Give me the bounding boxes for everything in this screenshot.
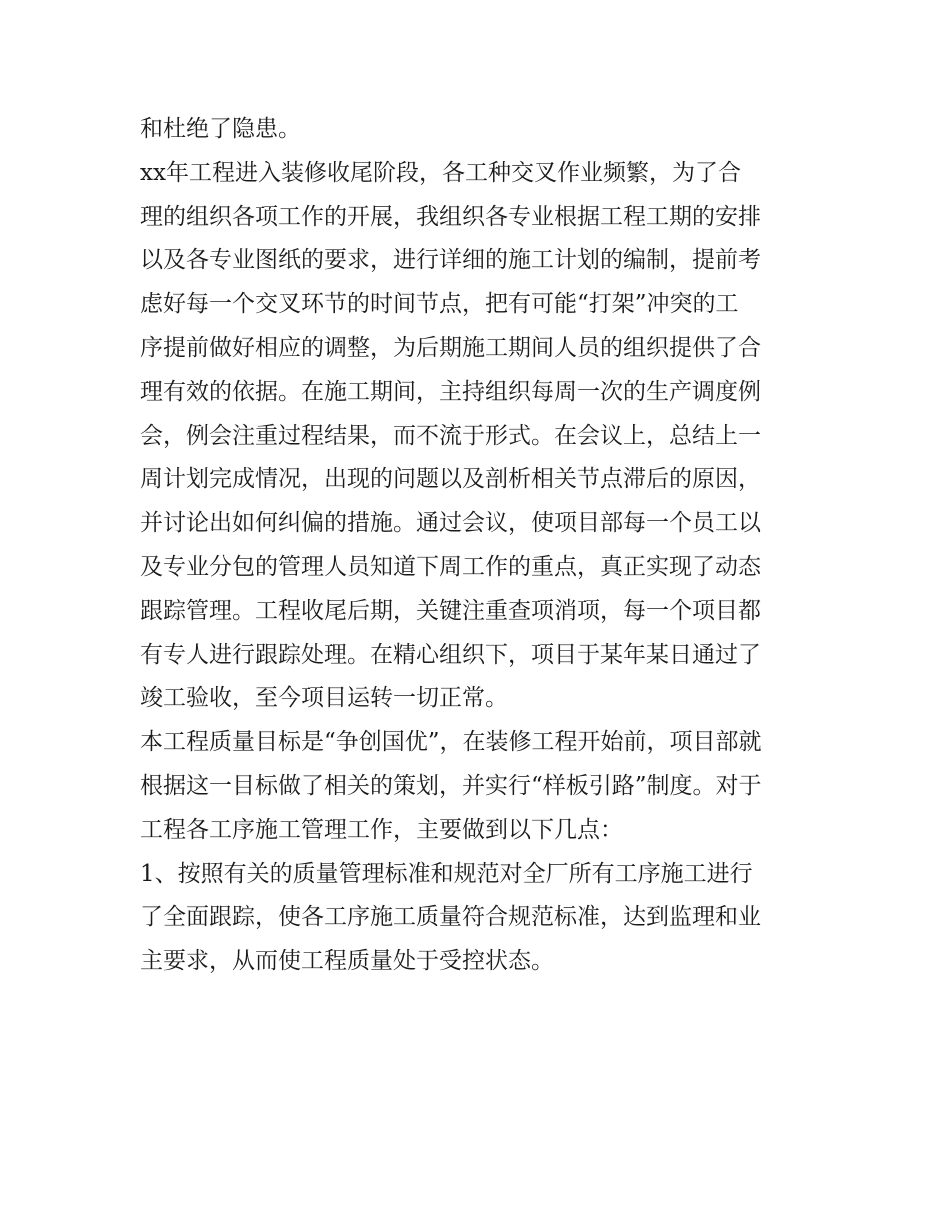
text-line: 虑好每一个交叉环节的时间节点，把有可能“打架”冲突的工 [140, 291, 739, 318]
text-line: 和杜绝了隐患。 [140, 116, 301, 142]
text-line: 及专业分包的管理人员知道下周工作的重点，真正实现了动态 [140, 553, 761, 580]
text-line: 工程各工序施工管理工作，主要做到以下几点： [140, 816, 623, 843]
text-line: 了全面跟踪，使各工序施工质量符合规范标准，达到监理和业 [140, 904, 761, 931]
text-line: 主要求，从而使工程质量处于受控状态。 [140, 948, 554, 975]
text-line: 理的组织各项工作的开展，我组织各专业根据工程工期的安排 [140, 203, 761, 230]
text-line: 以及各专业图纸的要求，进行详细的施工计划的编制，提前考 [140, 247, 761, 274]
text-line: 并讨论出如何纠偏的措施。通过会议，使项目部每一个员工以 [140, 510, 761, 537]
text-line: 1、按照有关的质量管理标准和规范对全厂所有工序施工进行 [140, 860, 753, 887]
text-line: 跟踪管理。工程收尾后期，关键注重查项消项，每一个项目都 [140, 597, 761, 624]
text-line: 会，例会注重过程结果，而不流于形式。在会议上，总结上一 [140, 422, 761, 449]
text-line: 理有效的依据。在施工期间，主持组织每周一次的生产调度例 [140, 378, 761, 405]
text-line: 有专人进行跟踪处理。在精心组织下，项目于某年某日通过了 [140, 641, 761, 668]
text-line: 序提前做好相应的调整，为后期施工期间人员的组织提供了合 [140, 334, 761, 361]
text-line: 本工程质量目标是“争创国优”，在装修工程开始前，项目部就 [140, 729, 762, 756]
text-line: 根据这一目标做了相关的策划，并实行“样板引路”制度。对于 [140, 772, 762, 799]
document-body [140, 108, 820, 984]
text-line: xx年工程进入装修收尾阶段，各工种交叉作业频繁，为了合 [140, 159, 741, 186]
text-line: 周计划完成情况，出现的问题以及剖析相关节点滞后的原因， [140, 466, 761, 493]
text-line: 竣工验收，至今项目运转一切正常。 [140, 685, 508, 712]
